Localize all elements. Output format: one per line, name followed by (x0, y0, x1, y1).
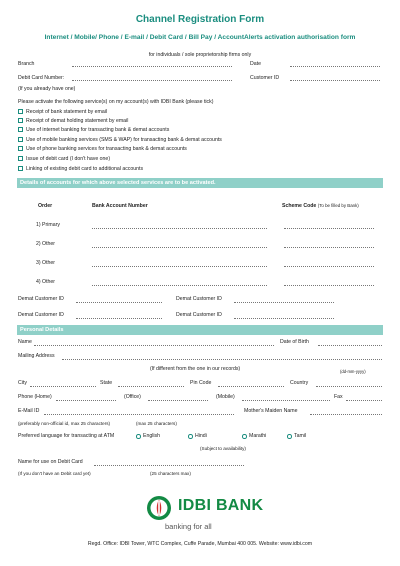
card-name-label: Name for use on Debit Card (18, 459, 83, 465)
availability-note: (Subject to availability) (200, 446, 246, 451)
form-subtitle: Internet / Mobile/ Phone / E-mail / Debit Card / Bill Pay / AccountAlerts activation authorisation form (44, 34, 356, 41)
account-number-field-1[interactable] (92, 228, 267, 229)
account-number-field-4[interactable] (92, 285, 267, 286)
phone-home-label: Phone (Home) (18, 394, 52, 400)
brand-tagline: banking for all (165, 522, 212, 531)
demat-label-4: Demat Customer ID (176, 312, 222, 318)
service-label-5: Use of phone banking services for transacting bank & demat accounts (26, 146, 187, 152)
account-row-label-2: 2) Other (36, 241, 56, 247)
demat-label-2: Demat Customer ID (176, 296, 222, 302)
demat-field-3[interactable] (76, 318, 162, 319)
col-order: Order (38, 203, 53, 209)
email-field[interactable] (44, 414, 234, 415)
demat-field-2[interactable] (234, 302, 334, 303)
lang-radio-tamil[interactable] (287, 434, 292, 439)
city-field[interactable] (30, 386, 96, 387)
lang-label-english: English (143, 433, 161, 439)
service-label-4: Use of mobile banking services (SMS & WAP) for transacting bank & demat accounts (26, 137, 222, 143)
scheme-code-field-4[interactable] (284, 285, 374, 286)
accounts-section-bar (17, 178, 383, 188)
maiden-note: (max 25 characters) (136, 421, 177, 426)
pin-label: Pin Code (190, 380, 212, 386)
service-label-3: Use of internet banking for transacting bank & demat accounts (26, 127, 170, 133)
service-checkbox-5[interactable] (18, 146, 23, 151)
card-name-field[interactable] (94, 465, 244, 466)
lang-radio-hindi[interactable] (188, 434, 193, 439)
demat-label-1: Demat Customer ID (18, 296, 64, 302)
form-title: Channel Registration Form (135, 14, 265, 25)
demat-label-3: Demat Customer ID (18, 312, 64, 318)
personal-section-bar (17, 325, 383, 335)
account-number-field-2[interactable] (92, 247, 267, 248)
lang-radio-marathi[interactable] (242, 434, 247, 439)
name-label: Name (18, 339, 32, 345)
debit-card-label: Debit Card Number: (18, 75, 65, 81)
scheme-code-field-2[interactable] (284, 247, 374, 248)
fax-label: Fax (334, 394, 343, 400)
email-label: E-Mail ID (18, 408, 40, 414)
account-row-label-1: 1) Primary (36, 222, 60, 228)
state-label: State (100, 380, 113, 386)
service-label-1: Receipt of bank statement by email (26, 109, 108, 115)
name-field[interactable] (34, 345, 274, 346)
service-label-6: Issue of debit card (I don't have one) (26, 156, 111, 162)
dob-label: Date of Birth (280, 339, 309, 345)
branch-label: Branch (18, 61, 35, 67)
service-checkbox-7[interactable] (18, 166, 23, 171)
services-intro: Please activate the following service(s) on my account(s) with IDBI Bank (please tick) (18, 99, 214, 105)
account-number-field-3[interactable] (92, 266, 267, 267)
language-label: Preferred language for transacting at ATM (18, 433, 115, 439)
phone-mobile-field[interactable] (242, 400, 330, 401)
branch-field[interactable] (72, 66, 232, 67)
regd-office: Regd. Office: IDBI Tower, WTC Complex, Cuffe Parade, Mumbai 400 005. Website: www.idbi.com (87, 541, 313, 547)
col-account: Bank Account Number (92, 203, 148, 209)
service-checkbox-2[interactable] (18, 118, 23, 123)
email-note: (preferably non-official id, max 25 characters) (18, 421, 111, 426)
lang-label-tamil: Tamil (294, 433, 307, 439)
scheme-code-field-1[interactable] (284, 228, 374, 229)
service-label-7: Linking of existing debit card to additional accounts (26, 166, 144, 172)
phone-office-label: (Office) (124, 394, 141, 400)
maiden-label: Mother's Maiden Name (244, 408, 298, 414)
account-row-label-4: 4) Other (36, 279, 56, 285)
customer-id-field[interactable] (290, 80, 380, 81)
lang-radio-english[interactable] (136, 434, 141, 439)
idbi-logo-icon (142, 495, 176, 521)
pin-field[interactable] (218, 386, 284, 387)
accounts-section-title: Details of accounts for which above selected services are to be activated. (20, 180, 216, 186)
service-label-2: Receipt of demat holding statement by email (26, 118, 129, 124)
card-note: (If you don't have an Debit card yet) (18, 471, 91, 476)
col-scheme: Scheme Code (To be filled by Bank) (282, 203, 359, 209)
country-field[interactable] (316, 386, 382, 387)
phone-home-field[interactable] (56, 400, 116, 401)
service-checkbox-3[interactable] (18, 127, 23, 132)
date-field[interactable] (290, 66, 380, 67)
debit-card-field[interactable] (72, 80, 232, 81)
city-label: City (18, 380, 27, 386)
account-row-label-3: 3) Other (36, 260, 56, 266)
personal-section-title: Personal Details (20, 327, 64, 333)
date-label: Date (250, 61, 261, 67)
brand-name: IDBI BANK (178, 497, 264, 514)
eligibility-note: for individuals / sole proprietorship firms only (148, 52, 252, 58)
demat-field-4[interactable] (234, 318, 334, 319)
lang-label-marathi: Marathi (249, 433, 267, 439)
demat-field-1[interactable] (76, 302, 162, 303)
phone-mobile-label: (Mobile) (216, 394, 235, 400)
service-checkbox-1[interactable] (18, 109, 23, 114)
if-different-note: (If different from the one in our records) (150, 366, 241, 372)
phone-office-field[interactable] (148, 400, 208, 401)
mailing-field[interactable] (62, 359, 382, 360)
service-checkbox-6[interactable] (18, 156, 23, 161)
date-format-note: (dd-mm-yyyy) (340, 369, 366, 374)
fax-field[interactable] (346, 400, 382, 401)
state-field[interactable] (118, 386, 184, 387)
scheme-code-field-3[interactable] (284, 266, 374, 267)
maiden-field[interactable] (310, 414, 382, 415)
if-have-one-note: (If you already have one) (18, 86, 76, 92)
service-checkbox-4[interactable] (18, 137, 23, 142)
chars-note: (25 characters max) (150, 471, 191, 476)
mailing-label: Mailing Address (18, 353, 55, 359)
lang-label-hindi: Hindi (195, 433, 207, 439)
customer-id-label: Customer ID (250, 75, 280, 81)
dob-field[interactable] (318, 345, 382, 346)
country-label: Country (290, 380, 309, 386)
